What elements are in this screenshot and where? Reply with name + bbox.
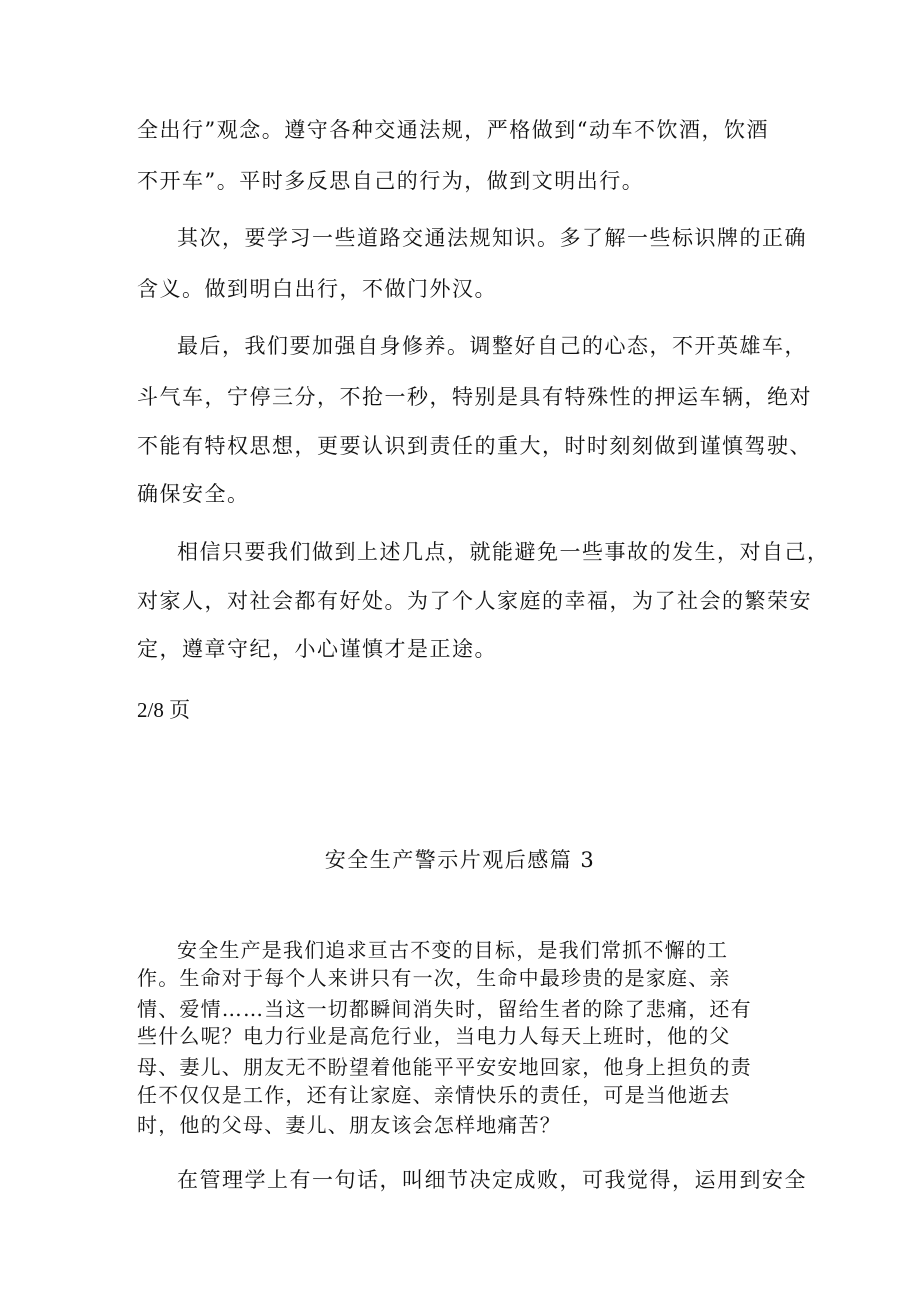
page-number: 2/8 页 xyxy=(137,698,191,722)
paragraph-line: 任不仅仅是工作，还有让家庭、亲情快乐的责任，可是当他逝去 xyxy=(137,1083,731,1107)
paragraph-line: 些什么呢？电力行业是高危行业，当电力人每天上班时，他的父 xyxy=(137,1024,731,1048)
paragraph-line: 确保安全。 xyxy=(137,482,250,506)
paragraph-line: 在管理学上有一句话，叫细节决定成败，可我觉得，运用到安全 xyxy=(177,1168,807,1192)
paragraph-line: 全出行”观念。遵守各种交通法规，严格做到“动车不饮酒，饮酒 xyxy=(137,118,769,142)
paragraph-line: 对家人，对社会都有好处。为了个人家庭的幸福，为了社会的繁荣安 xyxy=(137,589,812,613)
paragraph-line: 不能有特权思想，更要认识到责任的重大，时时刻刻做到谨慎驾驶、 xyxy=(137,434,812,458)
paragraph-line: 安全生产是我们追求亘古不变的目标，是我们常抓不懈的工 xyxy=(177,938,729,962)
paragraph-line: 斗气车，宁停三分，不抢一秒，特别是具有特殊性的押运车辆，绝对 xyxy=(137,385,812,409)
paragraph-line: 最后，我们要加强自身修养。调整好自己的心态，不开英雄车， xyxy=(177,334,807,358)
paragraph-line: 作。生命对于每个人来讲只有一次，生命中最珍贵的是家庭、亲 xyxy=(137,966,731,990)
paragraph-line: 定，遵章守纪，小心谨慎才是正途。 xyxy=(137,637,497,661)
paragraph-line: 母、妻儿、朋友无不盼望着他能平平安安地回家，他身上担负的责 xyxy=(137,1055,752,1079)
paragraph-line: 时，他的父母、妻儿、朋友该会怎样地痛苦？ xyxy=(137,1113,561,1137)
paragraph-line: 情、爱情……当这一切都瞬间消失时，留给生者的除了悲痛，还有 xyxy=(137,997,752,1021)
paragraph-line: 含义。做到明白出行，不做门外汉。 xyxy=(137,277,497,301)
paragraph-line: 其次，要学习一些道路交通法规知识。多了解一些标识牌的正确 xyxy=(177,226,807,250)
section-title: 安全生产警示片观后感篇 3 xyxy=(324,848,596,872)
paragraph-line: 相信只要我们做到上述几点，就能避免一些事故的发生，对自己， xyxy=(177,540,830,564)
paragraph-line: 不开车”。平时多反思自己的行为，做到文明出行。 xyxy=(137,169,645,193)
